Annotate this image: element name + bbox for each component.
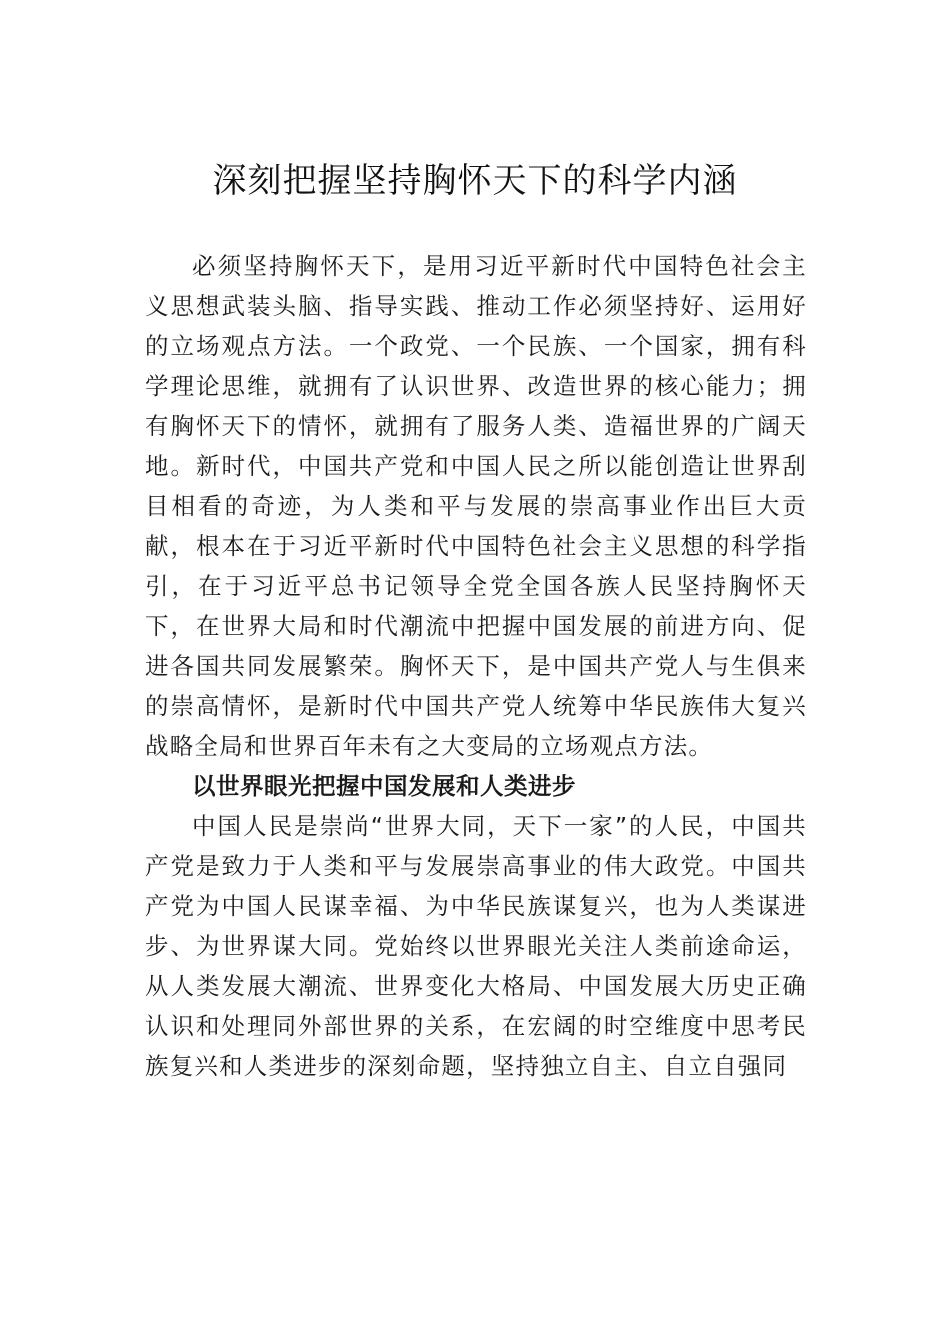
body-paragraph: 中国人民是崇尚“世界大同，天下一家”的人民，中国共产党是致力于人类和平与发展崇高事业的伟大政党。中国共产党为中国人民谋幸福、为中华民族谋复兴，也为人类谋进步、为世界谋大同。党始终以世界眼光关注人类前途命运， 从人类发展大潮流、世界变化大格局、中国发展大历史正确认识和处理同外部世界的关系，在宏阔的时空维度中思考民族复兴和人类进步的深刻命题，坚持独立自主、自立自强同 — [145, 812, 807, 1080]
document-body — [145, 246, 807, 1086]
body-paragraph: 必须坚持胸怀天下，是用习近平新时代中国特色社会主义思想武装头脑、指导实践、推动工作必须坚持好、运用好的立场观点方法。一个政党、一个民族、一个国家，拥有科学理论思维，就拥有了认识世界、改造世界的核心能力；拥有胸怀天下的情怀，就拥有了服务人类、造福世界的广阔天地。新时代，中国共产党和中国人民之所以能创造让世界刮目相看的奇迹，为人类和平与发展的崇高事业作出巨大贡献，根本在于习近平新时代中国特色社会主义思想的科学指引，在于习近平总书记领导全党全国各族人民坚持胸怀天下，在世界大局和时代潮流中把握中国发展的前进方向、促进各国共同发展繁荣。胸怀天下，是中国共产党人与生俱来的崇高情怀，是新时代中国共产党人统筹中华民族伟大复兴战略全局和世界百年未有之大变局的立场观点方法。 — [145, 252, 807, 760]
document-title: 深刻把握坚持胸怀天下的科学内涵 — [212, 161, 738, 201]
section-heading: 以世界眼光把握中国发展和人类进步 — [192, 772, 576, 800]
